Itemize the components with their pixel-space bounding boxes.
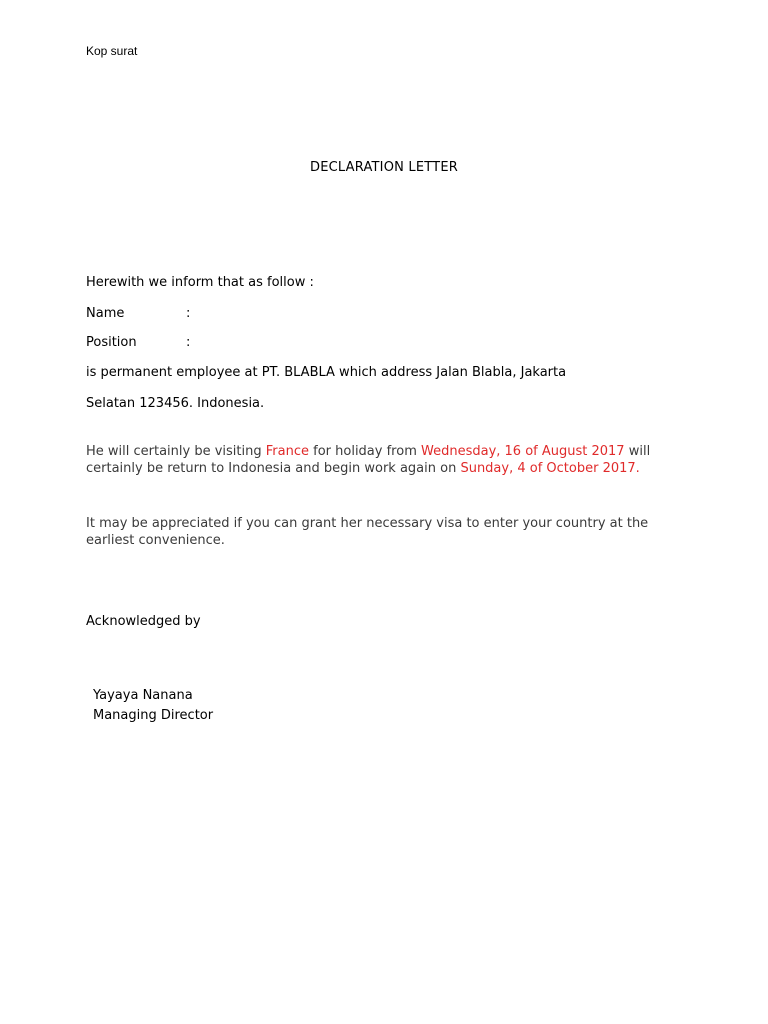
position-label: Position — [86, 335, 137, 350]
signatory-title: Managing Director — [93, 708, 214, 723]
visit-country: France — [265, 444, 309, 459]
name-colon: : — [186, 306, 191, 321]
name-label: Name — [86, 306, 125, 321]
employment-line-1: is permanent employee at PT. BLABLA which address Jalan Blabla, Jakarta — [86, 365, 567, 380]
visit-paragraph — [86, 444, 676, 477]
request-paragraph: It may be appreciated if you can grant her necessary visa to enter your country at the earliest convenience. — [86, 516, 649, 548]
visit-return-date: Sunday, 4 of October 2017. — [460, 460, 640, 476]
letter-title: DECLARATION LETTER — [310, 160, 458, 175]
visit-text-3: will certainly be return to Indonesia and begin work again on — [86, 444, 651, 476]
intro-line: Herewith we inform that as follow : — [86, 275, 314, 290]
visit-start-date: Wednesday, 16 of August 2017 — [421, 444, 625, 459]
visit-text-1: He will certainly be visiting — [86, 444, 266, 459]
position-colon: : — [186, 335, 191, 350]
acknowledged-by: Acknowledged by — [86, 614, 201, 629]
visit-text-2: for holiday from — [309, 444, 421, 459]
employment-line-2: Selatan 123456. Indonesia. — [86, 396, 265, 411]
letterhead-placeholder: Kop surat — [86, 44, 138, 58]
signatory-name: Yayaya Nanana — [93, 688, 193, 703]
